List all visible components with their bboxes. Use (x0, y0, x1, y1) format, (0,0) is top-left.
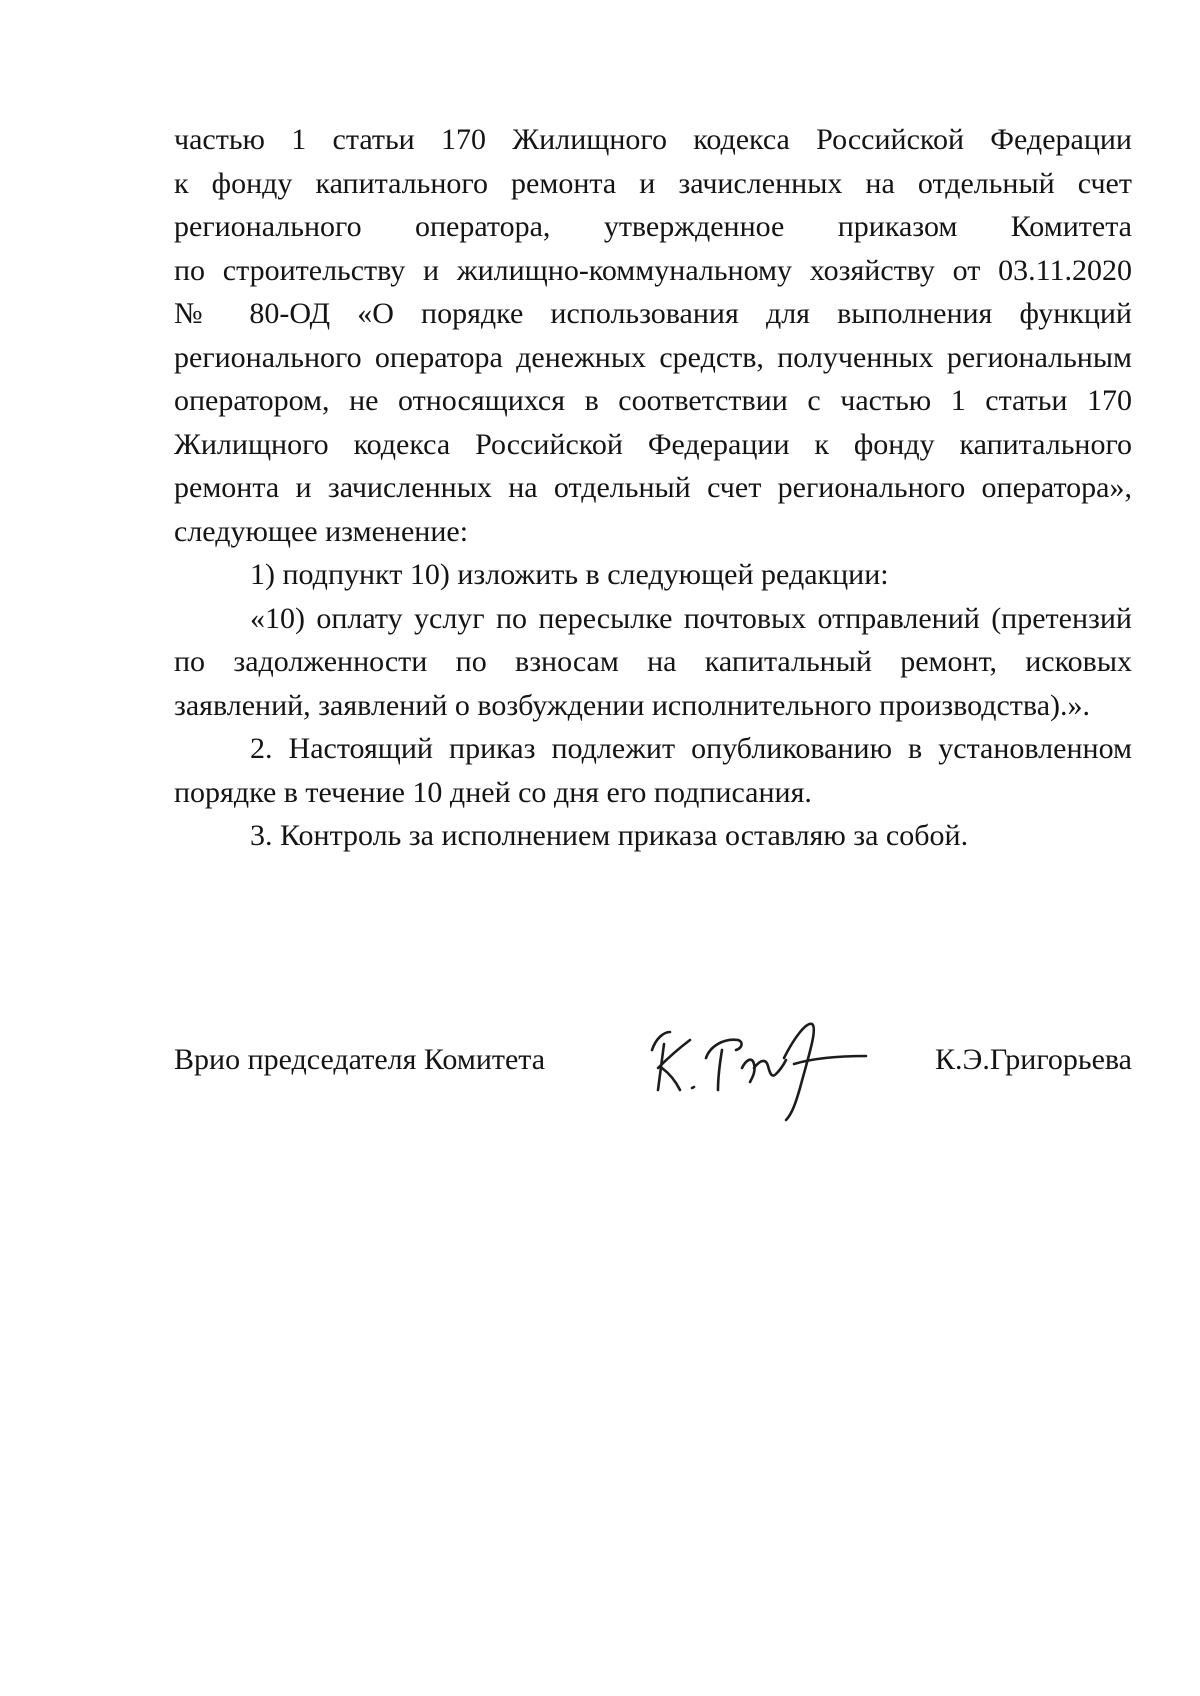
text-line: «10) оплату услуг по пересылке почтовых отправлений (претензий (250, 601, 1132, 635)
paragraph-amendment-intro (174, 118, 1132, 553)
text-line: 3. Контроль за исполнением приказа оставляю за собой. (250, 819, 969, 852)
paragraph-control (174, 814, 1132, 858)
text-line: заявлений, заявлений о возбуждении исполнительного производства).». (174, 688, 1090, 722)
signature-block (174, 1028, 1132, 1088)
text-line: ремонта и зачисленных на отдельный счет регионального оператора», (174, 471, 1132, 504)
text-line: 1) подпункт 10) изложить в следующей редакции: (250, 558, 889, 591)
paragraph-item-1 (174, 553, 1132, 597)
text-line: 2. Настоящий приказ подлежит опубликованию в установленном (250, 732, 1132, 765)
text-line: по задолженности по взносам на капитальный ремонт, исковых (174, 645, 1132, 678)
paragraph-item-10 (174, 597, 1132, 728)
text-line: регионального оператора, утвержденное приказом Комитета (174, 210, 1132, 243)
text-line: Жилищного кодекса Российской Федерации к фонду капитального (174, 427, 1132, 461)
text-line: № 80-ОД «О порядке использования для выполнения функций (174, 297, 1132, 330)
paragraph-publication (174, 727, 1132, 814)
text-line: следующее изменение: (174, 514, 469, 548)
text-line: оператором, не относящихся в соответствии с частью 1 статьи 170 (174, 384, 1132, 417)
text-line: порядке в течение 10 дней со дня его подписания. (174, 775, 812, 809)
signatory-position: Врио председателя Комитета (174, 1043, 546, 1076)
text-line: частью 1 статьи 170 Жилищного кодекса Российской Федерации (174, 123, 1132, 156)
handwritten-signature (634, 998, 874, 1128)
document-body (174, 118, 1132, 858)
text-line: по строительству и жилищно-коммунальному хозяйству от 03.11.2020 (174, 253, 1132, 287)
text-line: регионального оператора денежных средств, полученных региональным (174, 340, 1132, 374)
signatory-name: К.Э.Григорьева (935, 1043, 1132, 1076)
text-line: к фонду капитального ремонта и зачисленных на отдельный счет (174, 166, 1132, 200)
